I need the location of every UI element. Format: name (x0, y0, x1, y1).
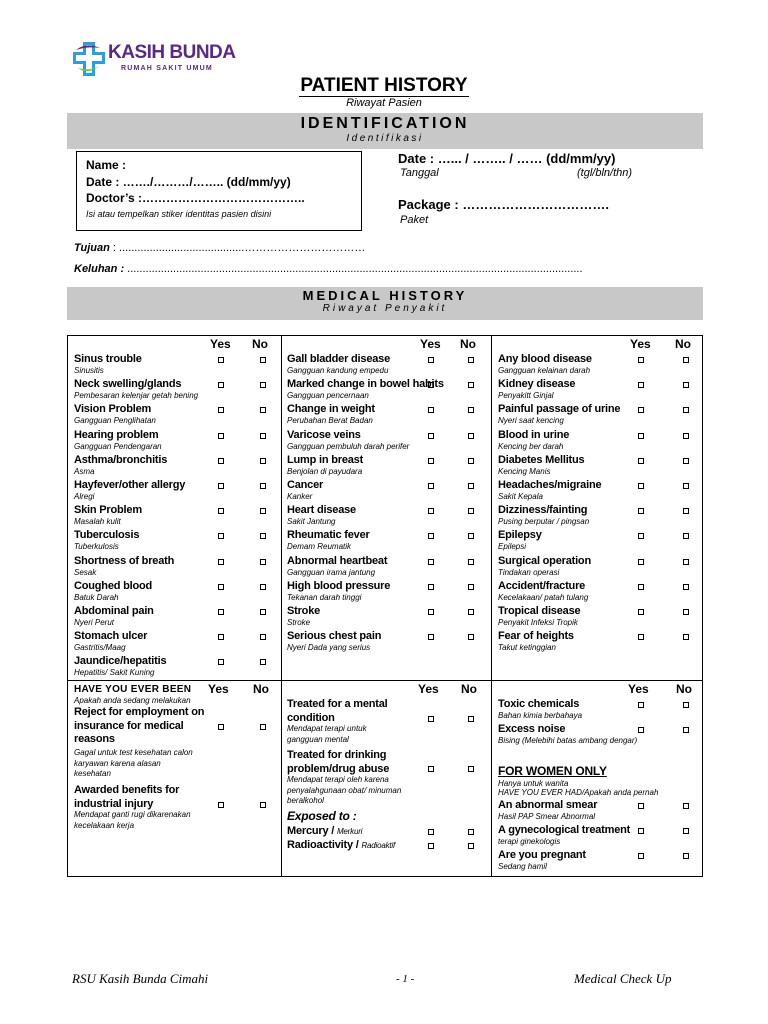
condition-no-checkbox[interactable] (468, 584, 474, 590)
condition-translation: Gagal untuk test kesehatan calon karyawan karena alasan kesehatan (74, 748, 193, 778)
patient-sticker-box[interactable] (76, 151, 362, 231)
condition-no-checkbox[interactable] (260, 609, 266, 615)
condition-label: Awarded benefits for industrial injury (74, 784, 180, 810)
exposed-title: Exposed to : (287, 809, 357, 823)
condition-label: Fear of heights (498, 630, 574, 643)
condition-label: Excess noise (498, 723, 566, 735)
condition-label: Hayfever/other allergy (74, 479, 186, 491)
condition-yes-checkbox[interactable] (638, 609, 644, 615)
exposure-translation: Radioaktif (361, 841, 396, 850)
condition-translation: Penyakit Infeksi Tropik (498, 618, 578, 627)
condition-yes-checkbox[interactable] (428, 483, 434, 489)
no-header: No (675, 337, 691, 351)
condition-translation: Mendapat terapi untuk gangguan mental (287, 724, 367, 744)
condition-translation: Masalah kulit (74, 517, 121, 527)
women-question: HAVE YOU EVER HAD/Apakah anda pernah (498, 788, 659, 797)
condition-translation: Hasil PAP Smear Abnormal (498, 812, 596, 821)
condition-label: Kidney disease (498, 378, 576, 391)
condition-no-checkbox[interactable] (468, 433, 474, 439)
condition-no-checkbox[interactable] (683, 702, 689, 708)
condition-translation: Pusing berputar / pingsan (498, 517, 590, 527)
condition-label: Headaches/migraine (498, 479, 602, 491)
condition-translation: Gangguan kelainan darah (498, 366, 591, 375)
condition-no-checkbox[interactable] (468, 533, 474, 539)
condition-label: Diabetes Mellitus (498, 453, 585, 466)
page-title: PATIENT HISTORY (300, 75, 468, 96)
condition-label: Tuberculosis (74, 529, 140, 542)
condition-label: Abnormal heartbeat (287, 554, 388, 567)
condition-label: Sinus trouble (74, 353, 142, 365)
exposure-no-checkbox[interactable] (468, 829, 474, 835)
condition-no-checkbox[interactable] (683, 853, 689, 859)
condition-label: A gynecological treatment (498, 824, 631, 836)
condition-label: Heart disease (287, 504, 356, 517)
condition-no-checkbox[interactable] (468, 357, 474, 363)
condition-translation: Gangguan irama jantung (287, 567, 376, 577)
condition-no-checkbox[interactable] (468, 508, 474, 514)
no-header: No (253, 682, 269, 696)
exposure-translation: Merkuri (336, 827, 363, 836)
condition-yes-checkbox[interactable] (428, 559, 434, 565)
condition-yes-checkbox[interactable] (428, 407, 434, 413)
condition-translation: Stroke (287, 618, 311, 627)
condition-no-checkbox[interactable] (683, 803, 689, 809)
condition-translation: Nyeri Dada yang serius (287, 643, 371, 653)
condition-yes-checkbox[interactable] (428, 433, 434, 439)
doctor-field: Doctor’s :………………………………….. (86, 191, 305, 205)
condition-yes-checkbox[interactable] (218, 634, 224, 640)
condition-yes-checkbox[interactable] (428, 382, 434, 388)
condition-no-checkbox[interactable] (683, 584, 689, 590)
condition-translation: Tuberkulosis (74, 542, 119, 552)
condition-translation: Kanker (287, 492, 313, 501)
condition-yes-checkbox[interactable] (218, 802, 224, 808)
visit-date-field[interactable]: Date : …... / …….. / …… (dd/mm/yy) (398, 151, 616, 166)
medical-history-table (67, 335, 703, 877)
condition-translation: Alregi (74, 492, 95, 501)
condition-no-checkbox[interactable] (683, 483, 689, 489)
package-field[interactable]: Package : ……………………………. (398, 197, 609, 212)
keluhan-field[interactable]: Keluhan : ..................................................................................................................................................... (74, 263, 583, 275)
condition-label: Surgical operation (498, 554, 591, 567)
condition-label: Neck swelling/glands (74, 378, 182, 391)
condition-no-checkbox[interactable] (260, 508, 266, 514)
name-field: Name : (86, 158, 127, 172)
yes-header: Yes (210, 337, 231, 351)
have-you-ever-title: HAVE YOU EVER BEEN (74, 684, 192, 695)
have-you-ever-sub: Apakah anda sedang melakukan (74, 696, 191, 705)
women-only-title: FOR WOMEN ONLY (498, 764, 607, 778)
identification-band (67, 113, 703, 149)
condition-label: Epilepsy (498, 529, 542, 542)
exposure-yes-checkbox[interactable] (428, 829, 434, 835)
yes-header: Yes (628, 682, 649, 696)
condition-no-checkbox[interactable] (260, 458, 266, 464)
condition-yes-checkbox[interactable] (638, 433, 644, 439)
no-header: No (460, 337, 476, 351)
condition-translation: Sakit Jantung (287, 517, 336, 527)
medical-history-band (67, 287, 703, 320)
yes-header: Yes (630, 337, 651, 351)
condition-translation: Gangguan kandung empedu (287, 366, 389, 375)
condition-translation: Tindakan operasi (498, 567, 560, 577)
condition-translation: Demam Reumatik (287, 542, 352, 552)
condition-yes-checkbox[interactable] (638, 357, 644, 363)
condition-yes-checkbox[interactable] (218, 609, 224, 615)
condition-label: Varicose veins (287, 428, 361, 441)
condition-translation: Benjolan di payudara (287, 466, 363, 476)
condition-no-checkbox[interactable] (683, 508, 689, 514)
condition-label: Vision Problem (74, 403, 152, 416)
condition-yes-checkbox[interactable] (218, 584, 224, 590)
condition-no-checkbox[interactable] (468, 483, 474, 489)
condition-yes-checkbox[interactable] (638, 559, 644, 565)
condition-translation: Gangguan pembuluh darah perifer (287, 441, 410, 451)
sticker-note: Isi atau tempelkan stiker identitas pasien disini (86, 209, 272, 219)
condition-no-checkbox[interactable] (683, 433, 689, 439)
condition-translation: Nyeri saat kencing (498, 416, 564, 426)
condition-yes-checkbox[interactable] (428, 508, 434, 514)
condition-yes-checkbox[interactable] (638, 483, 644, 489)
condition-yes-checkbox[interactable] (218, 508, 224, 514)
condition-label: Any blood disease (498, 353, 592, 365)
no-header: No (252, 337, 268, 351)
condition-label: Blood in urine (498, 428, 570, 441)
logo-name: KASIH BUNDA (108, 42, 236, 63)
condition-yes-checkbox[interactable] (638, 458, 644, 464)
footer-left: RSU Kasih Bunda Cimahi (72, 971, 209, 986)
condition-no-checkbox[interactable] (683, 828, 689, 834)
condition-yes-checkbox[interactable] (638, 727, 644, 733)
condition-no-checkbox[interactable] (683, 357, 689, 363)
condition-no-checkbox[interactable] (683, 609, 689, 615)
condition-label: Tropical disease (498, 605, 581, 617)
condition-translation: Sakit Kepala (498, 492, 543, 501)
condition-yes-checkbox[interactable] (218, 407, 224, 413)
condition-no-checkbox[interactable] (260, 382, 266, 388)
date-format-sub: (tgl/bln/thn) (577, 167, 633, 179)
exposure-no-checkbox[interactable] (468, 843, 474, 849)
condition-label: Shortness of breath (74, 554, 175, 567)
condition-no-checkbox[interactable] (683, 559, 689, 565)
condition-yes-checkbox[interactable] (218, 559, 224, 565)
condition-label: Serious chest pain (287, 630, 382, 643)
condition-translation: Asma (74, 466, 95, 476)
condition-translation: Sesak (74, 567, 97, 577)
visit-date-sub: Tanggal (400, 167, 439, 179)
condition-label: Reject for employment on insurance for medical reasons (74, 706, 205, 745)
condition-no-checkbox[interactable] (260, 433, 266, 439)
hospital-logo (72, 40, 242, 80)
condition-label: Painful passage of urine (498, 403, 621, 416)
no-header: No (461, 682, 477, 696)
condition-label: Jaundice/hepatitis (74, 655, 167, 668)
condition-label: Accident/fracture (498, 579, 586, 592)
page-number: - 1 - (396, 973, 415, 985)
condition-translation: Epilepsi (498, 542, 527, 552)
condition-label: Asthma/bronchitis (74, 453, 168, 466)
condition-no-checkbox[interactable] (683, 407, 689, 413)
condition-translation: Kencing Manis (498, 466, 551, 476)
condition-label: Lump in breast (287, 453, 364, 466)
exposure-name: Mercury / (287, 825, 337, 837)
condition-label: Dizziness/fainting (498, 504, 588, 517)
condition-yes-checkbox[interactable] (428, 584, 434, 590)
condition-yes-checkbox[interactable] (638, 533, 644, 539)
condition-label: Gall bladder disease (287, 353, 390, 365)
condition-translation: Perubahan Berat Badan (287, 416, 373, 426)
condition-yes-checkbox[interactable] (638, 803, 644, 809)
condition-label: Rheumatic fever (287, 529, 370, 542)
condition-no-checkbox[interactable] (468, 634, 474, 640)
condition-label: Stroke (287, 605, 321, 617)
page-subtitle: Riwayat Pasien (346, 97, 422, 109)
condition-label: Toxic chemicals (498, 698, 580, 710)
identification-title: IDENTIFICATION (300, 115, 470, 132)
medical-history-title: MEDICAL HISTORY (302, 288, 468, 303)
condition-yes-checkbox[interactable] (218, 357, 224, 363)
condition-no-checkbox[interactable] (468, 716, 474, 722)
condition-yes-checkbox[interactable] (428, 609, 434, 615)
package-sub: Paket (400, 214, 429, 226)
condition-yes-checkbox[interactable] (218, 533, 224, 539)
cross-logo-icon (72, 40, 106, 78)
condition-yes-checkbox[interactable] (218, 433, 224, 439)
condition-no-checkbox[interactable] (260, 533, 266, 539)
condition-label: Treated for a mental condition (287, 698, 388, 724)
condition-no-checkbox[interactable] (683, 382, 689, 388)
no-header: No (676, 682, 692, 696)
condition-yes-checkbox[interactable] (638, 634, 644, 640)
condition-yes-checkbox[interactable] (428, 533, 434, 539)
yes-header: Yes (418, 682, 439, 696)
condition-label: Coughed blood (74, 579, 153, 592)
condition-yes-checkbox[interactable] (638, 828, 644, 834)
condition-no-checkbox[interactable] (260, 659, 266, 665)
condition-translation: Nyeri Perut (74, 618, 115, 627)
condition-label: High blood pressure (287, 579, 391, 592)
condition-label: Skin Problem (74, 504, 142, 517)
medical-history-subtitle: Riwayat Penyakit (322, 303, 448, 314)
condition-label: An abnormal smear (498, 799, 598, 811)
condition-no-checkbox[interactable] (468, 407, 474, 413)
logo-subtitle: RUMAH SAKIT UMUM (121, 65, 213, 72)
condition-translation: Mendapat ganti rugi dikarenakan kecelakaan kerja (74, 810, 191, 830)
condition-no-checkbox[interactable] (260, 559, 266, 565)
condition-yes-checkbox[interactable] (428, 766, 434, 772)
condition-label: Hearing problem (74, 428, 159, 441)
condition-yes-checkbox[interactable] (638, 853, 644, 859)
condition-translation: Takut ketinggian (498, 643, 556, 653)
condition-yes-checkbox[interactable] (638, 702, 644, 708)
condition-no-checkbox[interactable] (260, 724, 266, 730)
exposure-name: Radioactivity / (287, 839, 362, 851)
condition-yes-checkbox[interactable] (428, 458, 434, 464)
condition-label: Abdominal pain (74, 605, 154, 617)
condition-translation: Batuk Darah (74, 592, 119, 602)
exposure-yes-checkbox[interactable] (428, 843, 434, 849)
condition-translation: Sinusitis (74, 366, 104, 375)
condition-yes-checkbox[interactable] (218, 659, 224, 665)
condition-no-checkbox[interactable] (260, 584, 266, 590)
condition-translation: Gangguan pencernaan (287, 391, 369, 401)
condition-label: Change in weight (287, 403, 375, 416)
condition-translation: Sedang hamil (498, 862, 547, 871)
condition-yes-checkbox[interactable] (638, 508, 644, 514)
identification-subtitle: Identifikasi (346, 133, 424, 144)
condition-translation: Kencing ber darah (498, 441, 564, 451)
condition-translation: Pembesaran kelenjar getah bening (74, 391, 199, 401)
condition-translation: Bahan kimia berbahaya (498, 711, 583, 720)
date-field: Date : ……./………/…….. (dd/mm/yy) (86, 175, 291, 189)
condition-translation: Gastritis/Maag (74, 643, 126, 653)
condition-translation: Gangguan Penglihatan (74, 416, 156, 426)
condition-no-checkbox[interactable] (260, 802, 266, 808)
condition-yes-checkbox[interactable] (428, 357, 434, 363)
condition-translation: Kecelakaan/ patah tulang (498, 592, 589, 602)
condition-yes-checkbox[interactable] (638, 382, 644, 388)
condition-no-checkbox[interactable] (260, 407, 266, 413)
condition-label: Stomach ulcer (74, 630, 148, 643)
condition-yes-checkbox[interactable] (428, 634, 434, 640)
condition-yes-checkbox[interactable] (218, 382, 224, 388)
condition-yes-checkbox[interactable] (638, 407, 644, 413)
condition-label: Treated for drinking problem/drug abuse (287, 749, 390, 775)
condition-label: Marked change in bowel habits (287, 378, 444, 391)
footer-right: Medical Check Up (574, 971, 672, 986)
condition-translation: Tekanan darah tinggi (287, 592, 362, 602)
tujuan-field[interactable]: Tujuan : .........................................…………………………… (74, 242, 366, 254)
condition-no-checkbox[interactable] (468, 766, 474, 772)
condition-yes-checkbox[interactable] (218, 458, 224, 464)
condition-translation: Penyakitt Ginjal (498, 391, 554, 401)
condition-yes-checkbox[interactable] (218, 724, 224, 730)
condition-yes-checkbox[interactable] (218, 483, 224, 489)
condition-label: Are you pregnant (498, 849, 586, 861)
condition-yes-checkbox[interactable] (638, 584, 644, 590)
condition-no-checkbox[interactable] (683, 458, 689, 464)
condition-translation: Gangguan Pendengaran (74, 441, 162, 451)
condition-yes-checkbox[interactable] (428, 716, 434, 722)
women-only-sub: Hanya untuk wanita (498, 779, 569, 788)
condition-translation: Mendapat terapi oleh karena penyalahgunaan obat/ minuman beralkohol (287, 775, 402, 805)
exposure-label (287, 825, 362, 837)
condition-label: Cancer (287, 479, 324, 491)
condition-no-checkbox[interactable] (683, 727, 689, 733)
condition-no-checkbox[interactable] (683, 533, 689, 539)
condition-no-checkbox[interactable] (468, 559, 474, 565)
condition-no-checkbox[interactable] (260, 357, 266, 363)
condition-translation: Bising (Melebihi batas ambang dengar) (498, 736, 638, 745)
condition-no-checkbox[interactable] (260, 483, 266, 489)
condition-no-checkbox[interactable] (260, 634, 266, 640)
yes-header: Yes (420, 337, 441, 351)
condition-no-checkbox[interactable] (683, 634, 689, 640)
condition-no-checkbox[interactable] (468, 458, 474, 464)
condition-translation: terapi ginekologis (498, 837, 561, 846)
exposure-label (287, 839, 395, 851)
yes-header: Yes (208, 682, 229, 696)
condition-translation: Hepatitis/ Sakit Kuning (74, 668, 155, 678)
condition-no-checkbox[interactable] (468, 609, 474, 615)
condition-no-checkbox[interactable] (468, 382, 474, 388)
